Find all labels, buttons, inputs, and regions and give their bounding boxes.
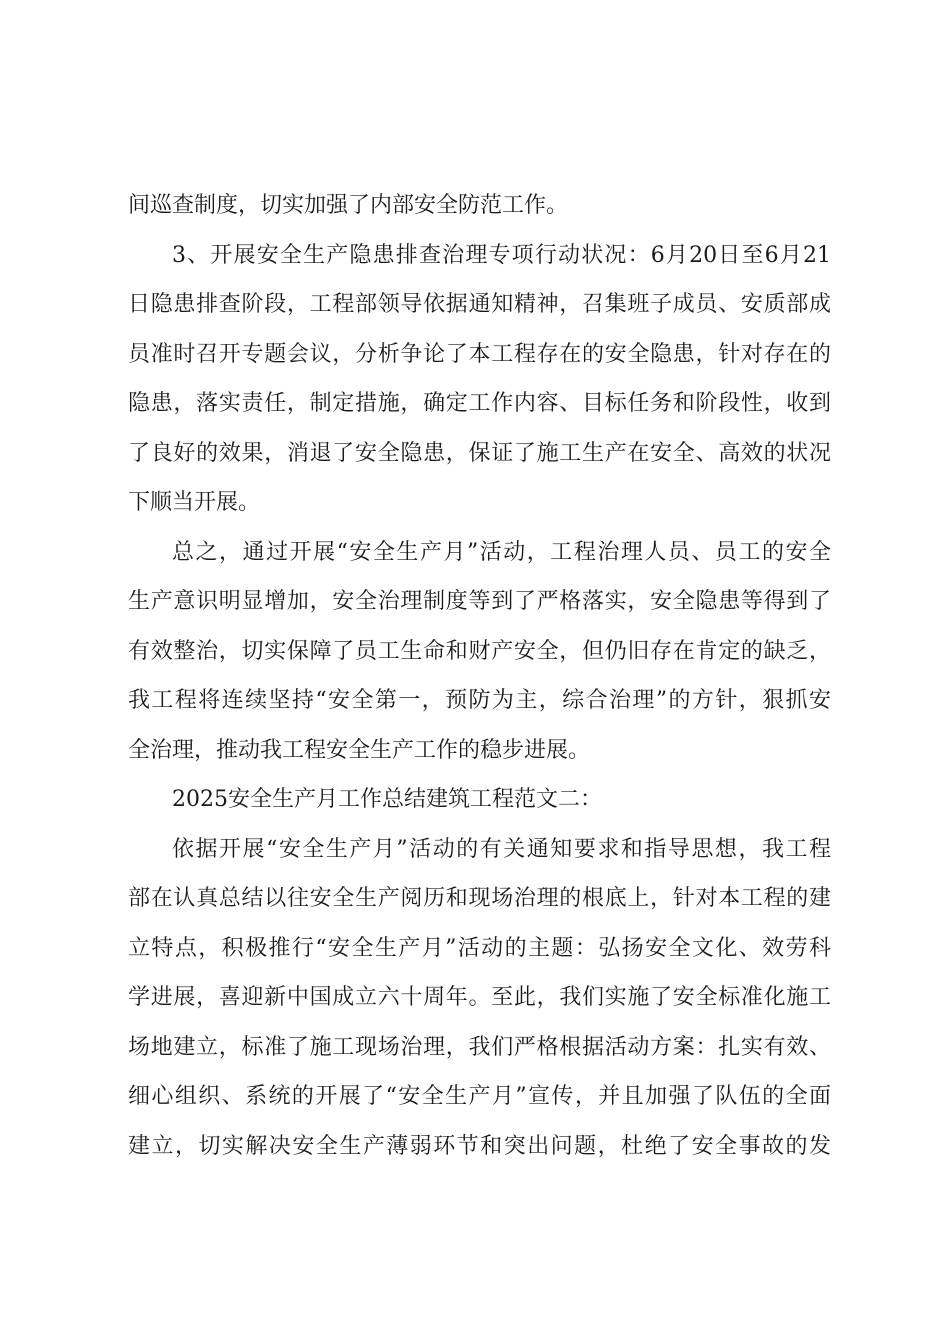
text-line-content: 立特点，积极推行“安全生产月”活动的主题：弘扬安全文化、效劳科	[128, 936, 831, 961]
text-line	[0, 384, 950, 424]
text-line-content: 我工程将连续坚持“安全第一，预防为主，综合治理”的方针，狠抓安	[128, 688, 831, 713]
text-line	[0, 681, 950, 721]
text-line-content: 隐患，落实责任，制定措施，确定工作内容、目标任务和阶段性，收到	[128, 391, 831, 416]
text-line-content: 全治理，推动我工程安全生产工作的稳步进展。	[128, 738, 591, 763]
text-line	[0, 731, 950, 771]
text-line-content: 场地建立，标准了施工现场治理，我们严格根据活动方案：扎实有效、	[128, 1035, 831, 1060]
section-heading-text: 2025安全生产月工作总结建筑工程范文二：	[172, 787, 602, 812]
text-line-content: 生产意识明显增加，安全治理制度等到了严格落实，安全隐患等得到了	[128, 589, 831, 614]
text-line-content: 有效整治，切实保障了员工生命和财产安全，但仍旧存在肯定的缺乏，	[128, 639, 831, 664]
text-line-content: 间巡查制度，切实加强了内部安全防范工作。	[128, 193, 569, 218]
text-line-content: 依据开展“安全生产月”活动的有关通知要求和指导思想，我工程	[172, 837, 831, 862]
text-line	[0, 978, 950, 1018]
text-line-content: 3、开展安全生产隐患排查治理专项行动状况：6月20日至6月21	[172, 243, 831, 268]
text-line	[0, 533, 950, 573]
text-line	[0, 1077, 950, 1117]
text-line-content: 下顺当开展。	[128, 490, 261, 515]
text-line-content: 部在认真总结以往安全生产阅历和现场治理的根底上，针对本工程的建	[128, 886, 831, 911]
section-heading	[0, 780, 950, 820]
text-line	[0, 879, 950, 919]
text-line	[0, 186, 950, 226]
text-line	[0, 632, 950, 672]
text-line	[0, 236, 950, 276]
text-line	[0, 483, 950, 523]
text-line-content: 日隐患排查阶段，工程部领导依据通知精神，召集班子成员、安质部成	[128, 292, 831, 317]
text-line-content: 总之，通过开展“安全生产月”活动，工程治理人员、员工的安全	[172, 540, 831, 565]
text-line-content: 学进展，喜迎新中国成立六十周年。至此，我们实施了安全标准化施工	[128, 985, 831, 1010]
text-line-content: 了良好的效果，消退了安全隐患，保证了施工生产在安全、高效的状况	[128, 441, 831, 466]
text-line	[0, 285, 950, 325]
text-line	[0, 335, 950, 375]
text-line	[0, 929, 950, 969]
text-line-content: 建立，切实解决安全生产薄弱环节和突出问题，杜绝了安全事故的发	[128, 1134, 831, 1159]
text-line-content: 细心组织、系统的开展了“安全生产月”宣传，并且加强了队伍的全面	[128, 1084, 831, 1109]
text-line	[0, 1028, 950, 1068]
text-line	[0, 830, 950, 870]
text-line	[0, 434, 950, 474]
text-line	[0, 582, 950, 622]
text-line	[0, 1127, 950, 1167]
text-line-content: 员准时召开专题会议，分析争论了本工程存在的安全隐患，针对存在的	[128, 342, 831, 367]
